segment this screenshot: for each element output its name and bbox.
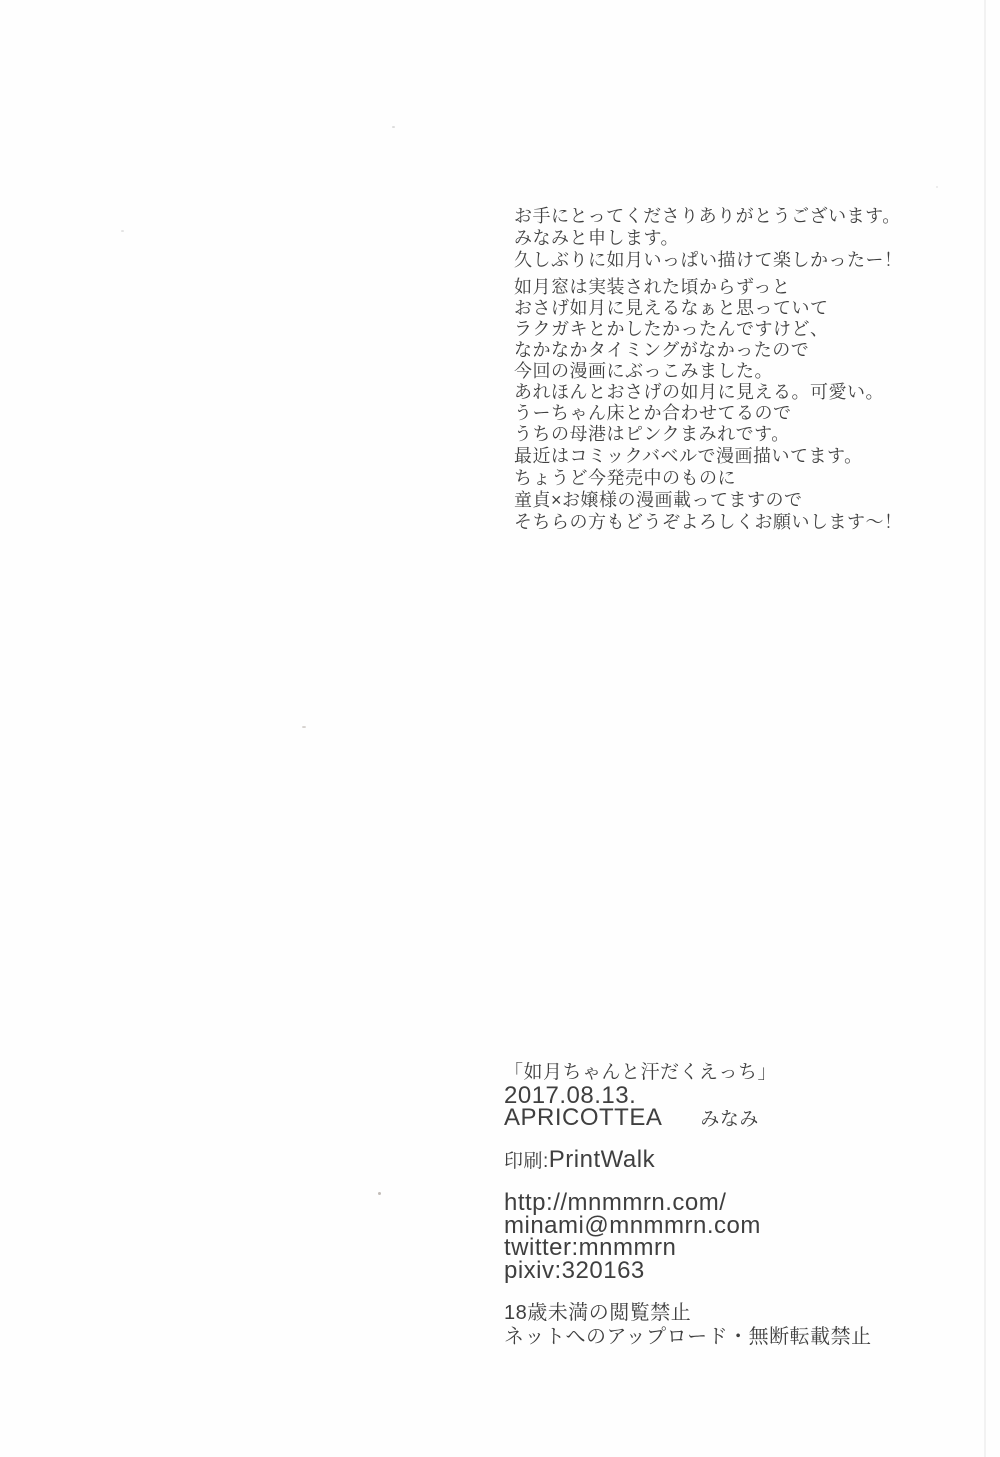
afterword-line: うーちゃん床とか合わせてるので xyxy=(514,403,792,423)
no-upload-warning: ネットへのアップロード・無断転載禁止 xyxy=(504,1326,872,1348)
afterword-line: そちらの方もどうぞよろしくお願いします～！ xyxy=(514,512,903,532)
printer-name: PrintWalk xyxy=(548,1146,656,1173)
website-url: http://mnmmrn.com/ xyxy=(504,1189,727,1216)
doujin-title: 「如月ちゃんと汗だくえっち」 xyxy=(504,1062,778,1083)
afterword-line: お手にとってくださりありがとうございます。 xyxy=(514,206,901,226)
afterword-paragraph-promo xyxy=(514,445,903,533)
author-name: みなみ xyxy=(700,1109,759,1130)
scan-speck xyxy=(302,726,306,728)
twitter-handle: twitter:mnmmrn xyxy=(504,1234,677,1261)
scan-speck xyxy=(936,186,938,188)
colophon-contact-block xyxy=(504,1189,761,1284)
circle-author-line xyxy=(504,1104,777,1132)
age-restriction-warning: 18歳未満の閲覧禁止 xyxy=(504,1302,692,1324)
colophon-printer-block xyxy=(504,1146,656,1174)
afterword-line: おさげ如月に見えるなぁと思っていて xyxy=(514,298,829,318)
afterword-line: 久しぶりに如月いっぱい描けて楽しかったー！ xyxy=(514,250,903,270)
afterword-line: みなみと申します。 xyxy=(514,228,680,248)
afterword-line: 今回の漫画にぶっこみました。 xyxy=(514,361,773,381)
colophon-warnings-block xyxy=(504,1301,872,1349)
scan-speck xyxy=(121,230,124,232)
scan-speck xyxy=(378,1192,381,1195)
afterword-line: 如月窓は実装された頃からずっと xyxy=(514,277,791,297)
release-date: 2017.08.13. xyxy=(504,1081,637,1109)
afterword-line: ラクガキとかしたかったんですけど、 xyxy=(514,319,829,339)
scan-speck xyxy=(392,126,395,128)
colophon-title-block xyxy=(504,1062,777,1132)
printer-line xyxy=(504,1146,656,1174)
afterword-line: あれほんとおさげの如月に見える。可愛い。 xyxy=(514,382,884,402)
circle-name: APRICOTTEA xyxy=(504,1104,663,1131)
pixiv-id: pixiv:320163 xyxy=(504,1256,645,1284)
afterword-paragraph-greeting xyxy=(514,205,903,271)
afterword-line: 童貞×お嬢様の漫画載ってますので xyxy=(514,490,803,510)
email-address: minami@mnmmrn.com xyxy=(504,1211,761,1239)
afterword-line: 最近はコミックバベルで漫画描いてます。 xyxy=(514,446,863,466)
afterword-paragraph-main xyxy=(514,277,884,445)
afterword-line: なかなかタイミングがなかったので xyxy=(514,340,810,360)
printer-label: 印刷: xyxy=(504,1151,549,1172)
afterword-line: ちょうど今発売中のものに xyxy=(514,468,736,488)
scan-artifact-streak xyxy=(984,0,986,1457)
afterword-line: うちの母港はピンクまみれです。 xyxy=(514,424,790,444)
